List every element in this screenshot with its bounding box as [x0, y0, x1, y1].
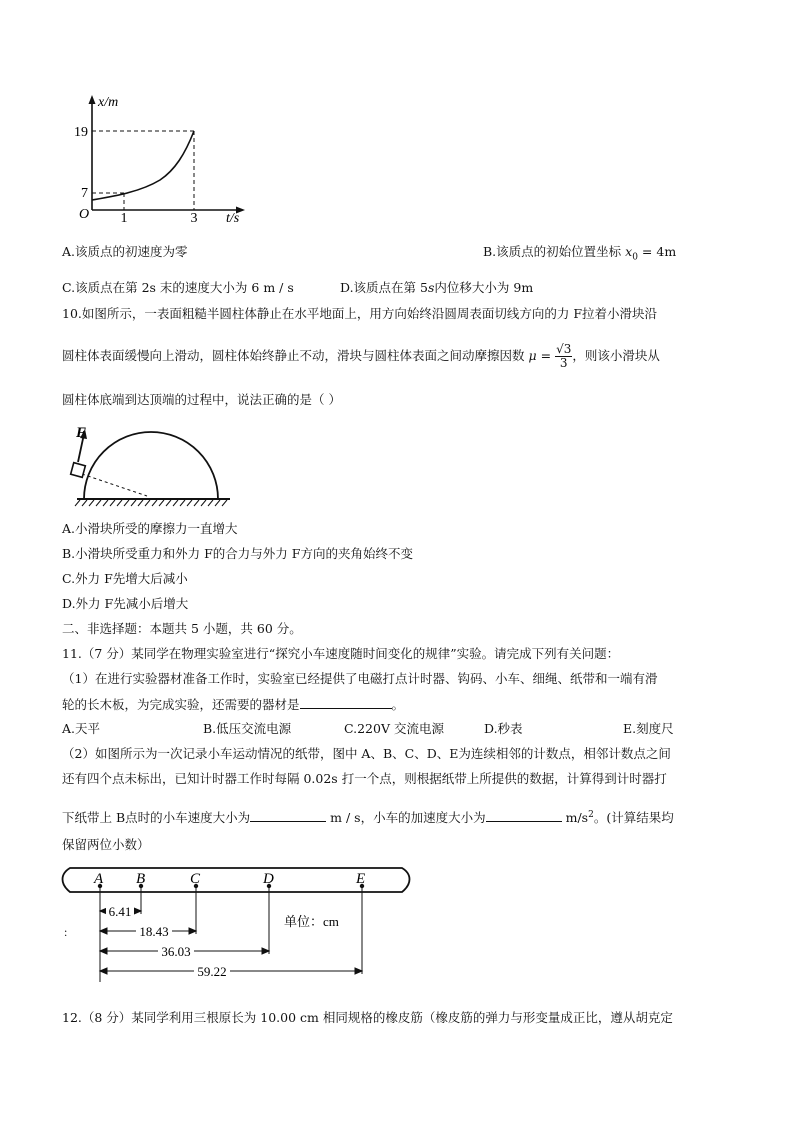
q10-line-2-b: ，则该小滑块从 [572, 348, 660, 363]
tape-unit-label: 单位：cm [284, 914, 339, 929]
tape-distance-label: 59.22 [197, 964, 227, 979]
q9-option-c-unit: m / s [263, 280, 294, 295]
q9-option-b [483, 244, 676, 266]
tape-distance-label: 6.41 [108, 904, 132, 919]
q10-option-d: D.外力 F先减小后增大 [62, 596, 189, 611]
q10-line-2 [62, 343, 660, 370]
q9-option-c [62, 280, 294, 296]
answer-blank[interactable] [486, 809, 562, 822]
q11-p1-line-1: （1）在进行实验器材准备工作时，实验室已经提供了电磁打点计时器、钩码、小车、细绳、纸带和一端有滑 [62, 671, 658, 686]
half-cylinder-figure [62, 420, 242, 510]
tape-edge-mark: : [64, 925, 68, 939]
tape-point-label: B [136, 871, 146, 887]
x-axis-label: t/s [226, 211, 240, 226]
velocity-unit: m / s [330, 810, 361, 826]
x-tick-label: 3 [190, 211, 198, 226]
acceleration-unit: m/s [565, 810, 589, 826]
q9-option-d-text: D.该质点在第 5 [340, 280, 428, 295]
q11-p2-line-3 [62, 807, 674, 826]
acceleration-unit-sup: 2 [588, 810, 594, 820]
q11-choice-c: C.220V 交流电源 [344, 721, 444, 736]
origin-label: O [78, 207, 90, 222]
q9-option-b-text: B.该质点的初始位置坐标 [483, 244, 622, 259]
xt-graph [70, 92, 260, 227]
q11-p2-line-4: 保留两位小数） [62, 837, 150, 852]
q11-p1-line-2-text: 轮的长木板，为完成实验，还需要的器材是 [62, 697, 300, 712]
q9-option-c-text: C.该质点在第 2s 末的速度大小为 6 [62, 280, 260, 295]
y-axis-label: x/m [98, 95, 119, 110]
q11-choice-e: E.刻度尺 [623, 721, 674, 736]
q11-choice-d: D.秒表 [484, 721, 523, 736]
q12-line-1: 12.（8 分）某同学利用三根原长为 10.00 cm 相同规格的橡皮筋（橡皮筋的弹力与形变量成正比，遵从胡克定 [62, 1010, 673, 1025]
q9-option-d-suffix: 内位移大小为 9m [434, 280, 534, 295]
tape-point-label: E [356, 871, 366, 887]
q9-option-d-var: s [427, 280, 435, 295]
q9-option-b-value: = 4m [637, 244, 677, 259]
q11-p2-line-3-c: 。(计算结果均 [593, 810, 674, 826]
answer-blank[interactable] [250, 809, 326, 822]
paper-tape-figure [62, 860, 412, 990]
tape-point-label: A [94, 871, 104, 887]
q9-option-d [340, 280, 533, 296]
q11-p2-line-3-b: ，小车的加速度大小为 [360, 810, 486, 826]
q10-option-c: C.外力 F先增大后减小 [62, 571, 188, 586]
q10-mu-denominator: 3 [559, 356, 568, 370]
y-tick-label: 7 [81, 186, 88, 201]
q10-option-a: A.小滑块所受的摩擦力一直增大 [62, 521, 238, 536]
tape-distance-label: 36.03 [161, 944, 191, 959]
q11-p1-end: 。 [391, 697, 405, 712]
q11-p2-line-2: 还有四个点未标出，已知计时器工作时每隔 0.02s 打一个点，则根据纸带上所提供的数据，计算得到计时器打 [62, 771, 667, 786]
section-heading: 二、非选择题：本题共 5 小题，共 60 分。 [62, 621, 302, 636]
q9-option-a: A.该质点的初速度为零 [62, 244, 188, 259]
q10-line-2-a: 圆柱体表面缓慢向上滑动，圆柱体始终静止不动，滑块与圆柱体表面之间动摩擦因数 [62, 348, 525, 363]
q10-option-b: B.小滑块所受重力和外力 F的合力与外力 F方向的夹角始终不变 [62, 546, 413, 561]
q10-mu-numerator: √3 [556, 342, 572, 356]
q11-choice-b: B.低压交流电源 [203, 721, 292, 736]
x-tick-label: 1 [120, 211, 128, 226]
answer-blank[interactable] [300, 696, 392, 709]
q11-p2-line-1: （2）如图所示为一次记录小车运动情况的纸带，图中 A、B、C、D、E为连续相邻的计数点，相邻计数点之间 [62, 746, 671, 761]
tape-point-label: D [263, 871, 274, 887]
y-tick-label: 19 [74, 125, 88, 140]
q10-line-3: 圆柱体底端到达顶端的过程中，说法正确的是（ ） [62, 392, 341, 407]
tape-point-label: C [190, 871, 201, 887]
q11-p1-line-2 [62, 696, 404, 713]
q9-option-b-sub: 0 [632, 252, 638, 263]
q11-choice-a: A.天平 [62, 721, 101, 736]
q11-line-1: 11.（7 分）某同学在物理实验室进行“探究小车速度随时间变化的规律”实验。请完成下列有关问题： [62, 646, 620, 661]
q10-line-1: 10.如图所示，一表面粗糙半圆柱体静止在水平地面上，用方向始终沿圆周表面切线方向的力 F拉着小滑块沿 [62, 306, 658, 321]
force-label: F [76, 425, 87, 441]
q11-p2-line-3-a: 下纸带上 B点时的小车速度大小为 [62, 810, 251, 826]
tape-distance-label: 18.43 [139, 924, 169, 939]
q10-mu-fraction [555, 343, 572, 370]
q9-option-b-var: x [625, 244, 633, 259]
q10-mu: μ = [528, 348, 552, 363]
